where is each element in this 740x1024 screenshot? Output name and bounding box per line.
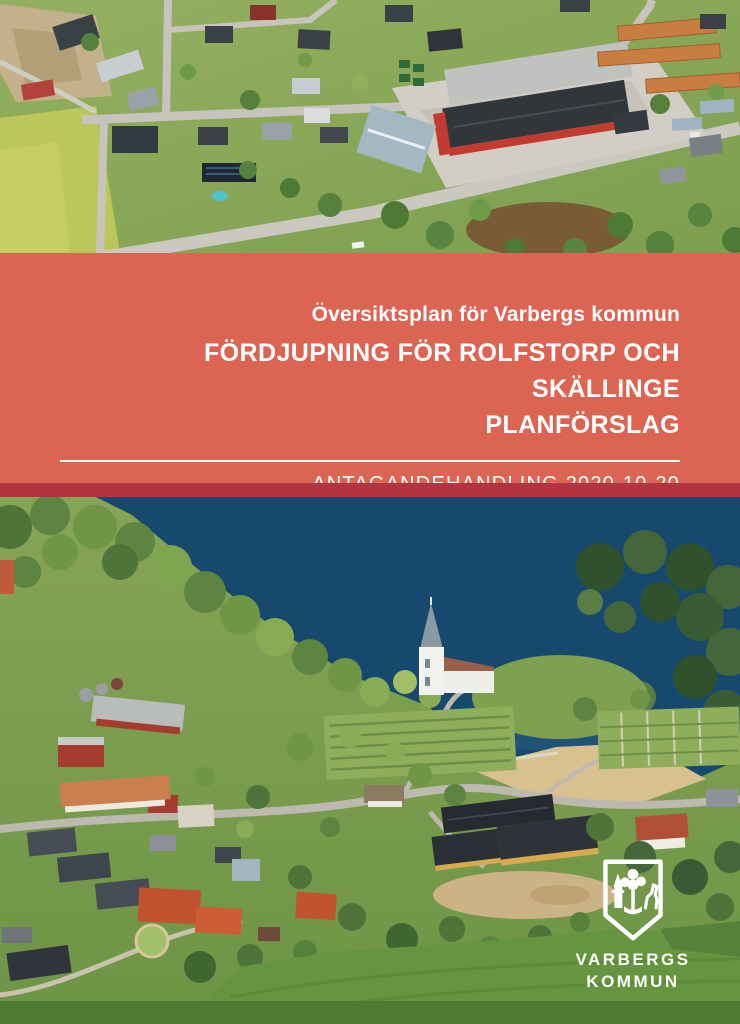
- subtitle: PLANFÖRSLAG: [485, 411, 680, 439]
- cover-title-banner: [0, 253, 740, 483]
- aerial-photo-top: [0, 0, 740, 253]
- series-title: Översiktsplan för Varbergs kommun: [311, 303, 680, 326]
- banner-divider: [60, 460, 680, 462]
- varbergs-coat-of-arms-icon: [601, 858, 665, 942]
- logo-text-line1: VARBERGS: [575, 950, 691, 969]
- main-title: FÖRDJUPNING FÖR ROLFSTORP OCH SKÄLLINGE: [204, 339, 680, 403]
- accent-strip: [0, 483, 740, 497]
- aerial-photo-top-illustration: [0, 0, 740, 253]
- logo-text-line2: KOMMUN: [586, 972, 680, 991]
- municipality-logo: [571, 858, 695, 990]
